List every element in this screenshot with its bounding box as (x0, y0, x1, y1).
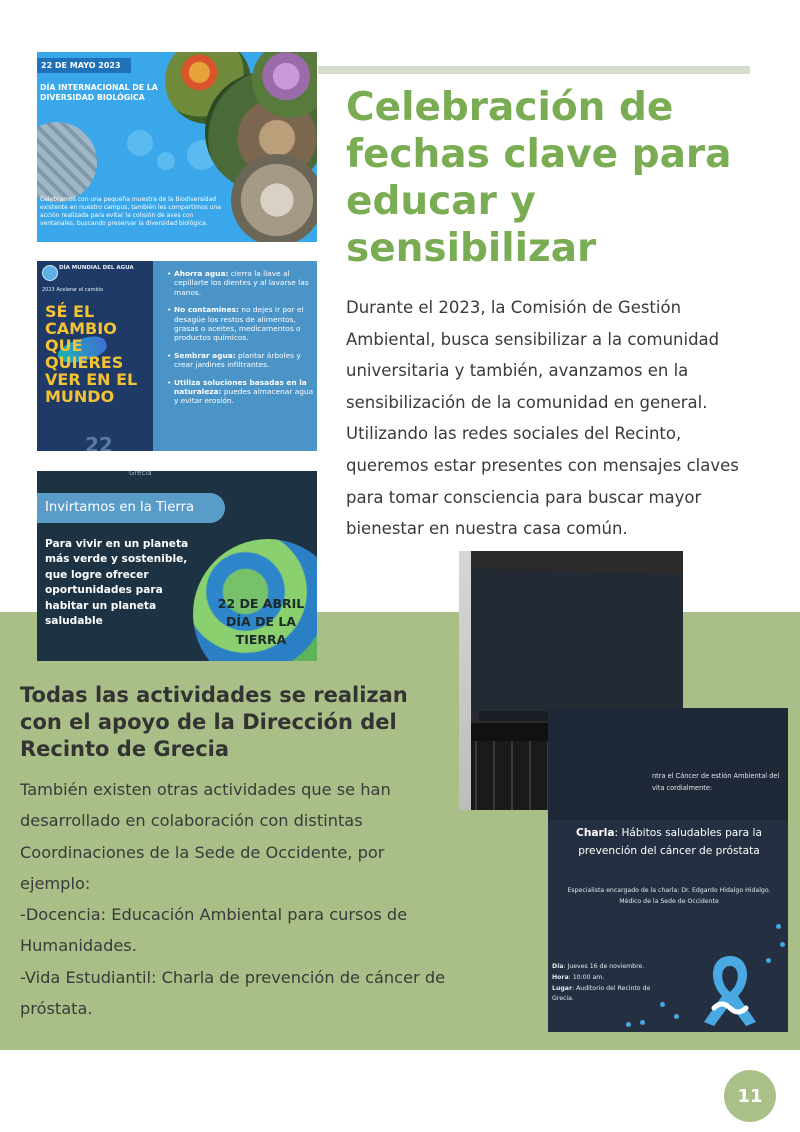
biodiversity-title: DÍA INTERNACIONAL DE LA DIVERSIDAD BIOLÓGICA (40, 83, 158, 102)
water-tip-item: • No contamines: no dejes ir por el desagüe los restos de alimentos, grasas o aceites, medicamentos o productos químicos. (167, 305, 317, 343)
poster-event-info: Día: Jueves 16 de noviembre. Hora: 10:00 am. Lugar: Auditorio del Recinto de Grecia. (552, 963, 651, 1003)
support-paragraph: También existen otras actividades que se han desarrollado en colaboración con distintas Coordinaciones de la Sede de Occidente, por ejemplo: (20, 780, 391, 893)
globe-logo-icon (42, 265, 58, 281)
support-body (20, 774, 450, 1024)
water-day-org: DÍA MUNDIAL DEL AGUA (59, 265, 134, 271)
window-photo-circle (37, 122, 97, 202)
water-tip-item: • Ahorra agua: cierra la llave al cepillarte los dientes y al lavarse las manos. (167, 269, 317, 297)
support-paragraph: -Vida Estudiantil: Charla de prevención de cáncer de próstata. (20, 967, 446, 1019)
decor-dot (766, 958, 771, 963)
water-tip-item: • Utiliza soluciones basadas en la naturaleza: puedes almacenar agua y evitar erosión. (167, 378, 317, 406)
top-divider-rule (318, 66, 750, 74)
water-tip-item: • Sembrar agua: plantar árboles y crear jardines infiltrantes. (167, 351, 317, 370)
prostate-talk-poster (548, 708, 788, 1032)
earth-card-pill: Invirtamos en la Tierra (37, 493, 225, 523)
awareness-ribbon-icon (690, 948, 770, 1028)
biodiversity-day-card (37, 52, 317, 242)
desk-edge (459, 551, 471, 810)
earth-day-card (37, 471, 317, 661)
biodiversity-date-badge: 22 DE MAYO 2023 (37, 58, 131, 73)
earth-card-brand: Grecia (129, 471, 152, 477)
poster-specialist: Especialista encargado de la charla: Dr. Edgardo Hidalgo Hidalgo. Médico de la Sede de Occidente (567, 887, 771, 905)
lizard-photo-circle (231, 154, 317, 242)
water-tips-list (167, 269, 317, 414)
decor-dot (780, 942, 785, 947)
water-slogan: SÉ EL CAMBIO QUE QUIERES VER EN EL MUNDO (45, 302, 138, 406)
decor-bubble (127, 130, 153, 156)
decor-dot (674, 1014, 679, 1019)
page-number: 11 (724, 1070, 776, 1122)
support-paragraph: -Docencia: Educación Ambiental para cursos de Humanidades. (20, 905, 408, 956)
poster-talk-title: Charla: Hábitos saludables para la prevención del cáncer de próstata (576, 827, 762, 857)
water-day-tag: 2023 Acelerar el cambio (42, 287, 104, 293)
poster-intro: ntra el Cáncer de estión Ambiental del vita cordialmente: (652, 772, 780, 792)
article-title: Celebración de fechas clave para educar y sensibilizar (346, 85, 732, 271)
decor-dot (660, 1002, 665, 1007)
support-heading: Todas las actividades se realizan con el apoyo de la Dirección del Recinto de Grecia (20, 683, 408, 761)
poster-header-area (548, 708, 788, 820)
earth-day-date: 22 DE ABRIL DÍA DE LA TIERRA (217, 596, 305, 647)
biodiversity-description: Celebramos con una pequeña muestra de la Biodiversidad existente en nuestro campus, también les compartimos una acción realizada para evitar la colisión de aves con ventanales, buscando preservar la diversidad biológica. (40, 196, 221, 227)
decor-dot (626, 1022, 631, 1027)
article-intro: Durante el 2023, la Comisión de Gestión Ambiental, busca sensibilizar a la comunidad universitaria y también, avanzamos en la sensibilización de la comunidad en general. Utilizando las redes sociales del Recinto, queremos estar presentes con mensajes claves para tomar consciencia para buscar mayor bienestar en nuestra casa común. (346, 298, 739, 539)
video-call-grid (485, 589, 675, 699)
decor-bubble (157, 152, 175, 170)
water-day-number: 22 (85, 433, 113, 451)
water-day-card (37, 261, 317, 451)
earth-card-text: Para vivir en un planeta más verde y sostenible, que logre ofrecer oportunidades para habitar un planeta saludable (45, 538, 189, 628)
decor-dot (640, 1020, 645, 1025)
decor-dot (776, 924, 781, 929)
